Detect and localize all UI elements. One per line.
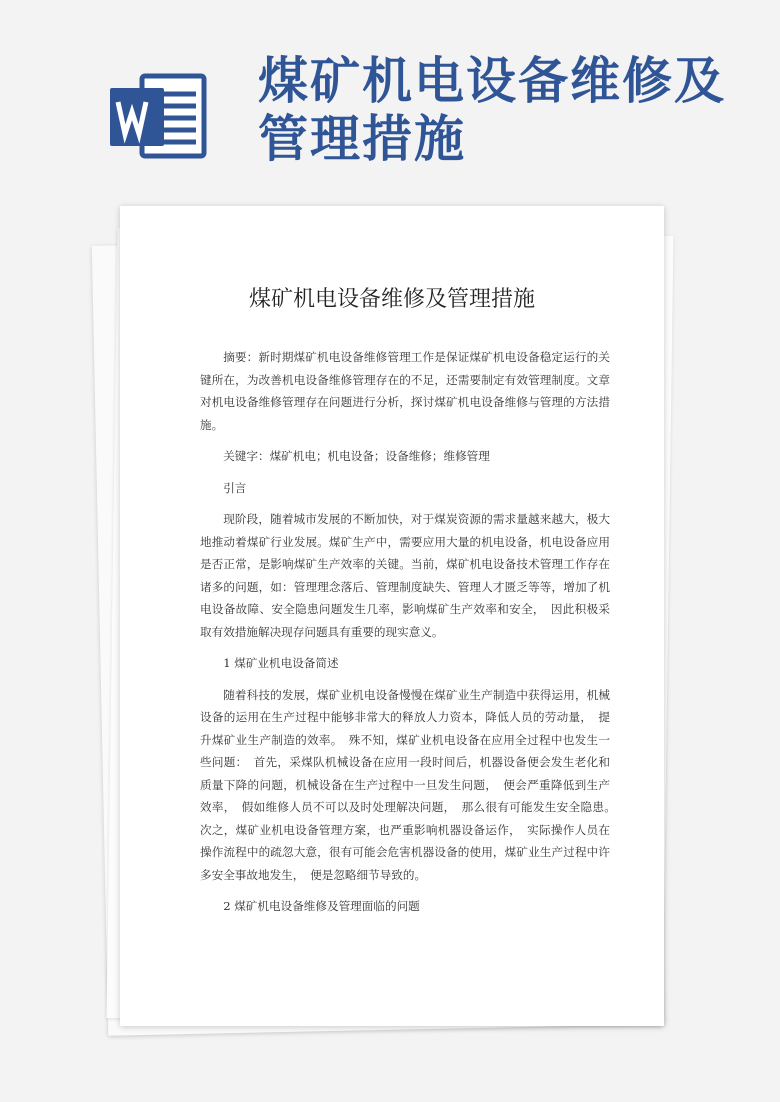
- document-title: 煤矿机电设备维修及管理措施: [248, 287, 535, 312]
- body-paragraph: 现阶段，随着城市发展的不断加快，对于煤炭资源的需求量越来越大，极大地推动着煤矿行业发展。煤矿生产中，需要应用大量的机电设备，机电设备应用是否正常，是影响煤矿生产效率的关键。当前，煤矿机电设备技术管理工作存在诸多的问题，如：管理理念落后、管理制度缺失、管理人才匮乏等等，增加了机电设备故障、安全隐患问题发生几率，影响煤矿生产效率和安全， 因此积极采取有效措施解决现存问题具有重要的现实意义。: [200, 512, 610, 639]
- header-title: 煤矿机电设备维修及管理措施: [258, 52, 726, 168]
- document-body: [200, 346, 622, 927]
- document-page: [120, 206, 664, 1026]
- body-paragraph: 随着科技的发展，煤矿业机电设备慢慢在煤矿业生产制造中获得运用，机械设备的运用在生产过程中能够非常大的释放人力资本，降低人员的劳动量， 提升煤矿业生产制造的效率。 殊不知，煤矿业机电设备在应用全过程中也发生一些问题： 首先，采煤队机械设备在应用一段时间后，机器设备便会发生老化和质量下降的问题，机械设备在生产过程中一旦发生问题， 便会严重降低到生产效率， 假如维修人员不可以及时处理解决问题， 那么很有可能发生安全隐患。 次之，煤矿业机电设备管理方案，也严重影响机器设备运作， 实际操作人员在操作流程中的疏忽大意，很有可能会危害机器设备的使用，煤矿业生产过程中许多安全事故地发生， 便是忽略细节导致的。: [200, 687, 622, 882]
- section-heading: 1 煤矿业机电设备简述: [223, 656, 339, 670]
- abstract-paragraph: 摘要：新时期煤矿机电设备维修管理工作是保证煤矿机电设备稳定运行的关键所在，为改善机电设备维修管理存在的不足，还需要制定有效管理制度。文章对机电设备维修管理存在问题进行分析，探讨煤矿机电设备维修与管理的方法措施。: [200, 350, 610, 432]
- word-doc-icon: [108, 72, 208, 160]
- section-heading: 引言: [223, 480, 247, 495]
- keywords-paragraph: 关键字：煤矿机电；机电设备；设备维修；维修管理: [223, 449, 490, 463]
- section-heading: 2 煤矿机电设备维修及管理面临的问题: [223, 899, 420, 913]
